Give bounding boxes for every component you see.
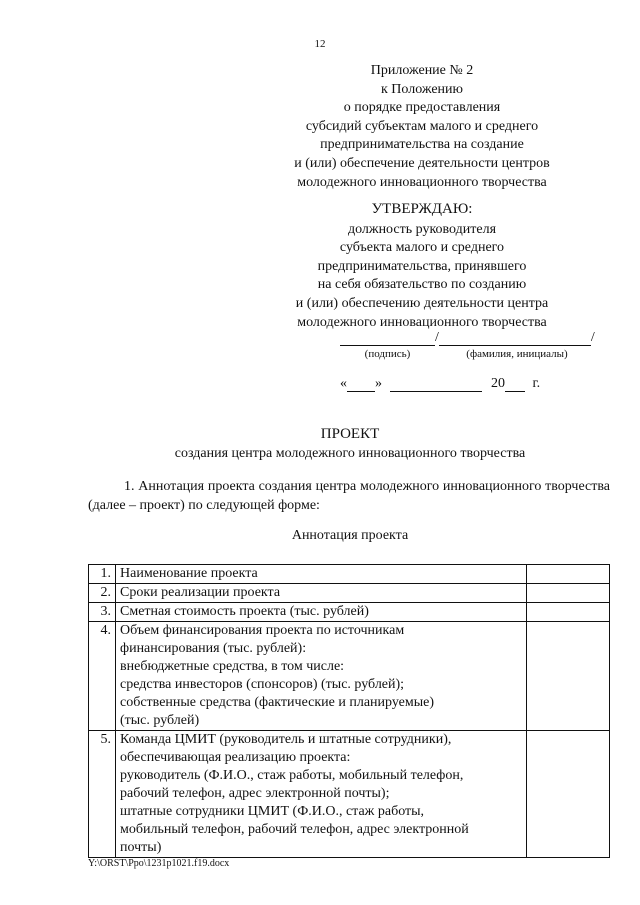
approval-line: субъекта малого и среднего bbox=[339, 240, 505, 256]
body-paragraph: 1. Аннотация проекта создания центра молодежного инновационного творчества (далее – проект) по следующей форме: bbox=[88, 479, 610, 513]
signature-row: / / bbox=[340, 330, 595, 346]
day-field[interactable] bbox=[347, 377, 375, 392]
table-caption: Аннотация проекта bbox=[291, 528, 409, 543]
page-number: 12 bbox=[314, 38, 326, 50]
appendix-line: Приложение № 2 bbox=[370, 63, 474, 78]
appendix-line: молодежного инновационного творчества bbox=[297, 174, 547, 190]
row-number: 1. bbox=[89, 565, 116, 584]
approval-heading: УТВЕРЖДАЮ: bbox=[371, 201, 473, 217]
footer-file-path: Y:\ORST\Ppo\1231p1021.f19.docx bbox=[88, 858, 230, 869]
row-value-cell[interactable] bbox=[527, 565, 610, 584]
document-title: ПРОЕКТ bbox=[320, 426, 380, 442]
row-number: 4. bbox=[89, 622, 116, 731]
year-suffix: г. bbox=[532, 376, 541, 391]
table-row bbox=[89, 731, 610, 858]
date-close-quote: » bbox=[375, 376, 382, 391]
year-prefix: 20 bbox=[491, 376, 505, 391]
row-label: Наименование проекта bbox=[116, 565, 527, 584]
appendix-header bbox=[244, 62, 600, 192]
appendix-line: предпринимательства на создание bbox=[320, 137, 524, 153]
row-number: 5. bbox=[89, 731, 116, 858]
table-row bbox=[89, 622, 610, 731]
appendix-line: и (или) обеспечение деятельности центров bbox=[294, 155, 550, 171]
row-value-cell[interactable] bbox=[527, 622, 610, 731]
document-subtitle: создания центра молодежного инновационного творчества bbox=[174, 446, 526, 461]
name-line[interactable] bbox=[439, 331, 591, 346]
month-field[interactable] bbox=[390, 377, 482, 392]
row-value-cell[interactable] bbox=[527, 584, 610, 603]
signature-line[interactable] bbox=[340, 331, 435, 346]
table-row bbox=[89, 603, 610, 622]
row-number: 2. bbox=[89, 584, 116, 603]
approval-line: предпринимательства, принявшего bbox=[317, 258, 527, 274]
row-label: Объем финансирования проекта по источникам финансирования (тыс. рублей): внебюджетные средства, в том числе: средства инвесторов (спонсоров) (тыс. рублей); собственные средства (фактические и планируемые) (тыс. рублей) bbox=[116, 622, 527, 731]
approval-line: на себя обязательство по созданию bbox=[317, 277, 527, 293]
signature-caption: (подпись) bbox=[364, 348, 411, 360]
appendix-line: к Положению bbox=[380, 81, 463, 97]
annotation-table bbox=[88, 564, 610, 858]
table-row bbox=[89, 565, 610, 584]
approval-line: и (или) обеспечению деятельности центра bbox=[295, 295, 549, 311]
name-caption: (фамилия, инициалы) bbox=[466, 348, 568, 360]
date-row bbox=[340, 376, 540, 392]
row-label: Сметная стоимость проекта (тыс. рублей) bbox=[116, 603, 527, 622]
row-label: Команда ЦМИТ (руководитель и штатные сотрудники), обеспечивающая реализацию проекта: руководитель (Ф.И.О., стаж работы, мобильный телефон, рабочий телефон, адрес электронной почты); штатные сотрудники ЦМИТ (Ф.И.О., стаж работы, мобильный телефон, рабочий телефон, адрес электронной почты) bbox=[116, 731, 527, 858]
date-open-quote: « bbox=[340, 376, 347, 391]
appendix-line: субсидий субъектам малого и среднего bbox=[305, 118, 539, 134]
appendix-line: о порядке предоставления bbox=[343, 100, 501, 116]
approval-block bbox=[244, 200, 600, 332]
row-value-cell[interactable] bbox=[527, 603, 610, 622]
row-label: Сроки реализации проекта bbox=[116, 584, 527, 603]
approval-line: должность руководителя bbox=[347, 221, 497, 237]
approval-line: молодежного инновационного творчества bbox=[297, 314, 547, 330]
year-field[interactable] bbox=[505, 377, 525, 392]
row-value-cell[interactable] bbox=[527, 731, 610, 858]
table-row bbox=[89, 584, 610, 603]
signature-captions bbox=[340, 348, 593, 360]
row-number: 3. bbox=[89, 603, 116, 622]
